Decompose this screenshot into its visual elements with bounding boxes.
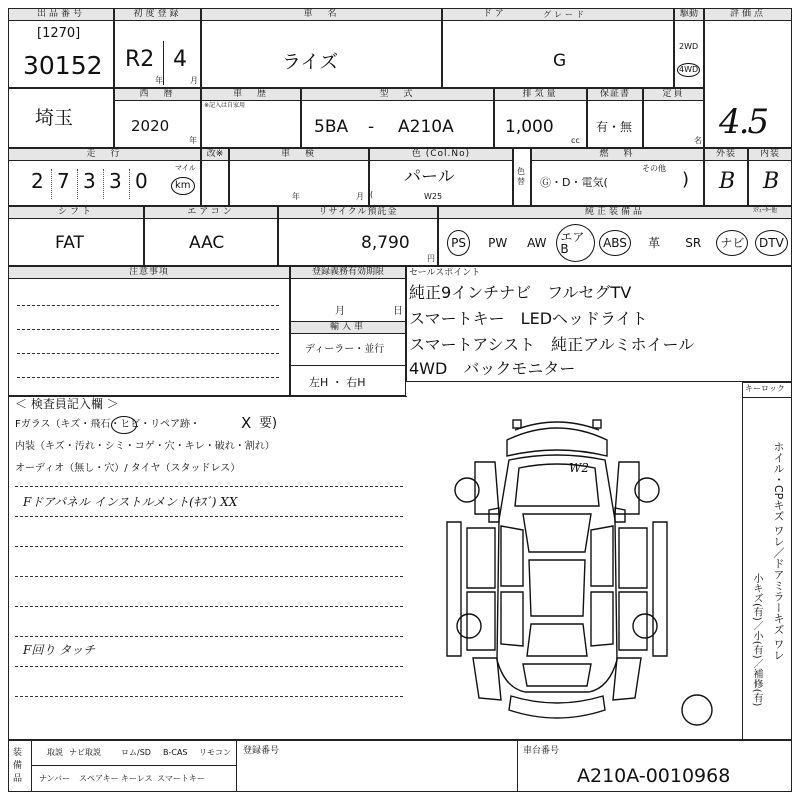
equipment-label: エアB bbox=[556, 224, 595, 262]
month-unit: 月 bbox=[190, 76, 198, 85]
inspector-title: ＜ 検査員記入欄 ＞ bbox=[15, 397, 119, 411]
right-rear-fender bbox=[613, 658, 641, 700]
handle-side: 左H ・ 右H bbox=[309, 376, 366, 389]
audio-tire-line: オーディオ（無し・穴）/ タイヤ（スタッドレス） bbox=[15, 463, 241, 474]
recycle-cell bbox=[278, 206, 438, 266]
car-name-label: 車 名 bbox=[202, 9, 441, 21]
footer-item: ナビ取説 bbox=[69, 748, 101, 757]
right-rocker bbox=[653, 522, 667, 656]
chassis-label: 車台番号 bbox=[523, 746, 560, 756]
fuel-cell bbox=[531, 148, 704, 206]
footer-item: リモコン bbox=[199, 748, 231, 757]
model-code: A210A bbox=[398, 117, 454, 137]
shaken-label: 車 検 bbox=[230, 149, 368, 161]
yen-unit: 円 bbox=[427, 254, 435, 263]
left-front-door bbox=[501, 526, 523, 586]
dashed-line bbox=[17, 329, 279, 330]
drive-4wd-circled: 4WD bbox=[677, 63, 700, 77]
dashed-line bbox=[15, 636, 403, 637]
trunk bbox=[523, 664, 591, 686]
footer-item: 取説 bbox=[47, 748, 63, 757]
left-front-panel bbox=[467, 528, 495, 588]
footer bbox=[8, 740, 792, 792]
dashed-line bbox=[15, 546, 403, 547]
dealer-parallel: ディーラー・並行 bbox=[305, 344, 385, 355]
equipment-label: 純正装備品 bbox=[439, 207, 791, 219]
shift-label: シフト bbox=[9, 207, 143, 219]
digit-sep bbox=[77, 169, 78, 199]
model-cell bbox=[301, 88, 494, 148]
keylock-legend: 小キズ(有)／小(有)／補修(有) bbox=[751, 573, 762, 707]
first-reg-month: 4 bbox=[173, 47, 187, 72]
lot-bracket: [1270] bbox=[37, 26, 81, 41]
model-label: 型 式 bbox=[302, 89, 493, 101]
equipment-item bbox=[556, 221, 595, 265]
right-rear-panel bbox=[619, 592, 647, 650]
drive-2wd: 2WD bbox=[679, 42, 699, 51]
divider bbox=[236, 741, 237, 791]
sales-point: スマートキー LEDヘッドライト bbox=[409, 309, 648, 328]
fuel-label: 燃 料 bbox=[532, 149, 703, 161]
color-code: W25 bbox=[424, 192, 443, 201]
capacity-unit: 名 bbox=[694, 136, 702, 145]
handwritten-note: F回り タッチ bbox=[23, 643, 96, 657]
spare-tire-icon bbox=[679, 692, 715, 728]
displacement-cell bbox=[494, 88, 587, 148]
car-damage-diagram bbox=[439, 410, 675, 736]
ac: AAC bbox=[189, 233, 225, 253]
equipment-label: ナビ bbox=[716, 230, 748, 256]
footer-item: ロム/SD bbox=[121, 748, 151, 757]
door-label: ドア bbox=[443, 9, 673, 21]
history-label: 車 歴 bbox=[202, 89, 300, 101]
grade: G bbox=[553, 51, 567, 71]
dashed-line bbox=[15, 576, 403, 577]
capacity-cell bbox=[643, 88, 704, 148]
shaken-month-unit: 月 bbox=[356, 192, 364, 201]
f-glass-req: 要) bbox=[259, 416, 278, 431]
equipment-item bbox=[674, 221, 713, 265]
footer-item: スマートキー bbox=[157, 774, 205, 783]
year-unit-2: 年 bbox=[189, 136, 197, 145]
diagram-mark: W2 bbox=[569, 461, 589, 475]
right-front-door bbox=[591, 526, 613, 586]
dashed-line bbox=[15, 606, 403, 607]
reg-no-label: 登録番号 bbox=[243, 746, 280, 756]
divider bbox=[31, 741, 32, 791]
dashed-line bbox=[17, 377, 279, 378]
first-reg-label: 初度登録 bbox=[115, 9, 200, 21]
fuel-options: Ⓖ・D・電気( bbox=[540, 176, 608, 189]
drive-cell bbox=[674, 8, 704, 88]
equipment-label: DTV bbox=[755, 230, 788, 256]
keylock-column bbox=[742, 382, 792, 740]
dashed-line bbox=[15, 486, 403, 487]
right-front-panel bbox=[619, 528, 647, 588]
registration-cell bbox=[290, 266, 406, 396]
recycle-label: リサイクル預託金 bbox=[279, 207, 437, 219]
color: パール bbox=[404, 167, 455, 187]
mileage-digit: 2 bbox=[31, 169, 44, 193]
equipment-item bbox=[439, 221, 478, 265]
mileage-cell bbox=[8, 148, 201, 206]
handwritten-note: Fドアパネル インストルメント(ｷｽﾞ) XX bbox=[23, 495, 238, 509]
shift: FAT bbox=[55, 233, 84, 253]
model-dash: - bbox=[368, 117, 375, 137]
keylock-legend: ホイル・CPキズ ワレ／ドアミラーキズ ワレ bbox=[772, 441, 785, 661]
equipment-item bbox=[595, 221, 634, 265]
f-glass-line: Fガラス（キズ・飛石・ヒビ・リペア跡・ bbox=[15, 419, 201, 430]
interior-cell bbox=[748, 148, 792, 206]
sales-point: 4WD バックモニター bbox=[409, 359, 576, 378]
exterior-cell bbox=[704, 148, 748, 206]
model-prefix: 5BA bbox=[314, 117, 349, 137]
shift-cell bbox=[8, 206, 144, 266]
rear-window bbox=[527, 624, 587, 656]
history-note: ※記入は自家用 bbox=[204, 102, 246, 109]
western-year-cell bbox=[114, 88, 201, 148]
equipment-item bbox=[478, 221, 517, 265]
left-rocker bbox=[447, 522, 461, 656]
paren-open: ( bbox=[370, 190, 374, 199]
color-label: 色 (Col.No) bbox=[370, 149, 512, 161]
warranty-label: 保証書 bbox=[588, 89, 642, 101]
mileage-digit: 3 bbox=[83, 169, 96, 193]
mileage-digit: 7 bbox=[57, 169, 70, 193]
grade-cell bbox=[442, 8, 674, 88]
equipment-item bbox=[752, 221, 791, 265]
dashed-line bbox=[15, 666, 403, 667]
equipment-label: PW bbox=[488, 236, 508, 250]
front-bumper bbox=[507, 428, 607, 456]
interior-grade: B bbox=[763, 169, 780, 194]
equipment-label: 革 bbox=[648, 236, 661, 250]
inspector-area bbox=[8, 382, 792, 740]
left-mirror bbox=[489, 508, 499, 522]
divider bbox=[163, 41, 164, 85]
caution-cell bbox=[8, 266, 290, 396]
sales-point: スマートアシスト 純正アルミホイール bbox=[409, 335, 695, 354]
interior-label: 内装 bbox=[749, 149, 791, 161]
f-glass-circle bbox=[111, 416, 137, 434]
keylock-label: キーロック bbox=[745, 384, 785, 393]
history-cell bbox=[201, 88, 301, 148]
sales-label: セールスポイント bbox=[409, 268, 481, 278]
left-rear-fender bbox=[473, 658, 501, 700]
ac-cell bbox=[144, 206, 278, 266]
dashed-line bbox=[17, 305, 279, 306]
footer-item: ナンバー bbox=[39, 774, 71, 783]
fuel-close: ) bbox=[682, 169, 690, 190]
shaken-cell bbox=[229, 148, 369, 206]
front-corner bbox=[513, 420, 521, 428]
equipment-label: SR bbox=[685, 236, 702, 250]
service-label: 改※ bbox=[202, 149, 228, 161]
reg-month: 月 bbox=[335, 306, 345, 317]
score-label: 評価点 bbox=[705, 9, 791, 21]
mileage-label: 走 行 bbox=[9, 149, 200, 161]
car-name-cell bbox=[201, 8, 442, 88]
reg-label: 登録義務有効期限 bbox=[291, 267, 405, 279]
prefecture: 埼玉 bbox=[35, 107, 74, 129]
score: 4.5 bbox=[719, 102, 768, 142]
sales-point: 純正9インチナビ フルセグTV bbox=[409, 283, 632, 302]
footer-item: B-CAS bbox=[163, 748, 188, 757]
warranty: 有・無 bbox=[596, 120, 633, 134]
recycle-fee: 8,790 bbox=[361, 233, 410, 253]
ac-label: エアコン bbox=[145, 207, 277, 219]
chassis-number: A210A-0010968 bbox=[577, 765, 731, 787]
equipment-item bbox=[713, 221, 752, 265]
lot-label: 出品番号 bbox=[9, 9, 113, 21]
equipment-item bbox=[635, 221, 674, 265]
caution-label: 注意事項 bbox=[9, 267, 289, 279]
digit-sep bbox=[103, 169, 104, 199]
divider bbox=[31, 765, 236, 766]
car-name: ライズ bbox=[282, 51, 339, 73]
first-reg-cell bbox=[114, 8, 201, 88]
footer-item: スペアキー bbox=[79, 774, 119, 783]
import-label: 輸入車 bbox=[291, 321, 405, 334]
front-corner bbox=[593, 420, 601, 428]
capacity-label: 定員 bbox=[644, 89, 703, 101]
equipment-item bbox=[517, 221, 556, 265]
year-unit: 年 bbox=[155, 76, 163, 85]
sales-cell bbox=[406, 266, 792, 382]
divider bbox=[291, 365, 405, 366]
f-glass-x: X bbox=[241, 414, 252, 432]
roof bbox=[529, 560, 585, 616]
fuel-other: その他 bbox=[642, 164, 666, 173]
western-year-label: 西 暦 bbox=[115, 89, 200, 101]
equipment-last-label: ｽﾃｭｰﾀｰ他 bbox=[753, 207, 778, 214]
repaint-cell bbox=[513, 148, 531, 206]
left-rear-panel bbox=[467, 592, 495, 650]
equipment-label: ABS bbox=[599, 230, 631, 256]
western-year: 2020 bbox=[131, 117, 170, 135]
mileage-digit: 0 bbox=[135, 169, 148, 193]
dashed-line bbox=[15, 516, 403, 517]
windshield bbox=[523, 514, 591, 552]
dashed-line bbox=[15, 696, 403, 697]
grade-label: グレード bbox=[543, 10, 587, 19]
reg-day: 日 bbox=[393, 306, 403, 317]
exterior-grade: B bbox=[719, 169, 736, 194]
drive-label: 駆動 bbox=[675, 9, 703, 21]
divider bbox=[743, 397, 791, 398]
right-mirror bbox=[615, 508, 625, 522]
equipment-cell bbox=[438, 206, 792, 266]
equipment-label: PS bbox=[447, 230, 470, 256]
displacement-label: 排気量 bbox=[495, 89, 586, 101]
mileage-digit: 3 bbox=[109, 169, 122, 193]
left-rear-door bbox=[501, 592, 523, 646]
score-cell bbox=[704, 8, 792, 148]
color-cell bbox=[369, 148, 513, 206]
divider bbox=[517, 741, 518, 791]
digit-sep bbox=[129, 169, 130, 199]
right-rear-door bbox=[591, 592, 613, 646]
interior-condition-line: 内装（キズ・汚れ・シミ・コゲ・穴・キレ・破れ・割れ） bbox=[15, 441, 275, 452]
pref-cell bbox=[8, 88, 114, 148]
equipment-list bbox=[439, 221, 791, 265]
first-reg-era: R2 bbox=[125, 47, 155, 72]
lot-number: 30152 bbox=[23, 51, 103, 80]
equipment-label: AW bbox=[527, 236, 547, 250]
rear-bumper bbox=[509, 696, 605, 718]
service-cell bbox=[201, 148, 229, 206]
shaken-year-unit: 年 bbox=[292, 192, 300, 201]
mile-unit: マイル bbox=[175, 164, 196, 172]
digit-sep bbox=[51, 169, 52, 199]
lot-cell bbox=[8, 8, 114, 88]
km-unit-circled: km bbox=[171, 177, 195, 195]
displacement: 1,000 bbox=[505, 117, 554, 137]
warranty-cell bbox=[587, 88, 643, 148]
dashed-line bbox=[17, 353, 279, 354]
cc-unit: cc bbox=[571, 136, 580, 145]
footer-side-label: 装備品 bbox=[13, 748, 23, 784]
exterior-label: 外装 bbox=[705, 149, 747, 161]
front-bumper-top bbox=[515, 422, 599, 430]
footer-item: キーレス bbox=[121, 774, 153, 783]
repaint-label: 色替 bbox=[517, 167, 525, 186]
